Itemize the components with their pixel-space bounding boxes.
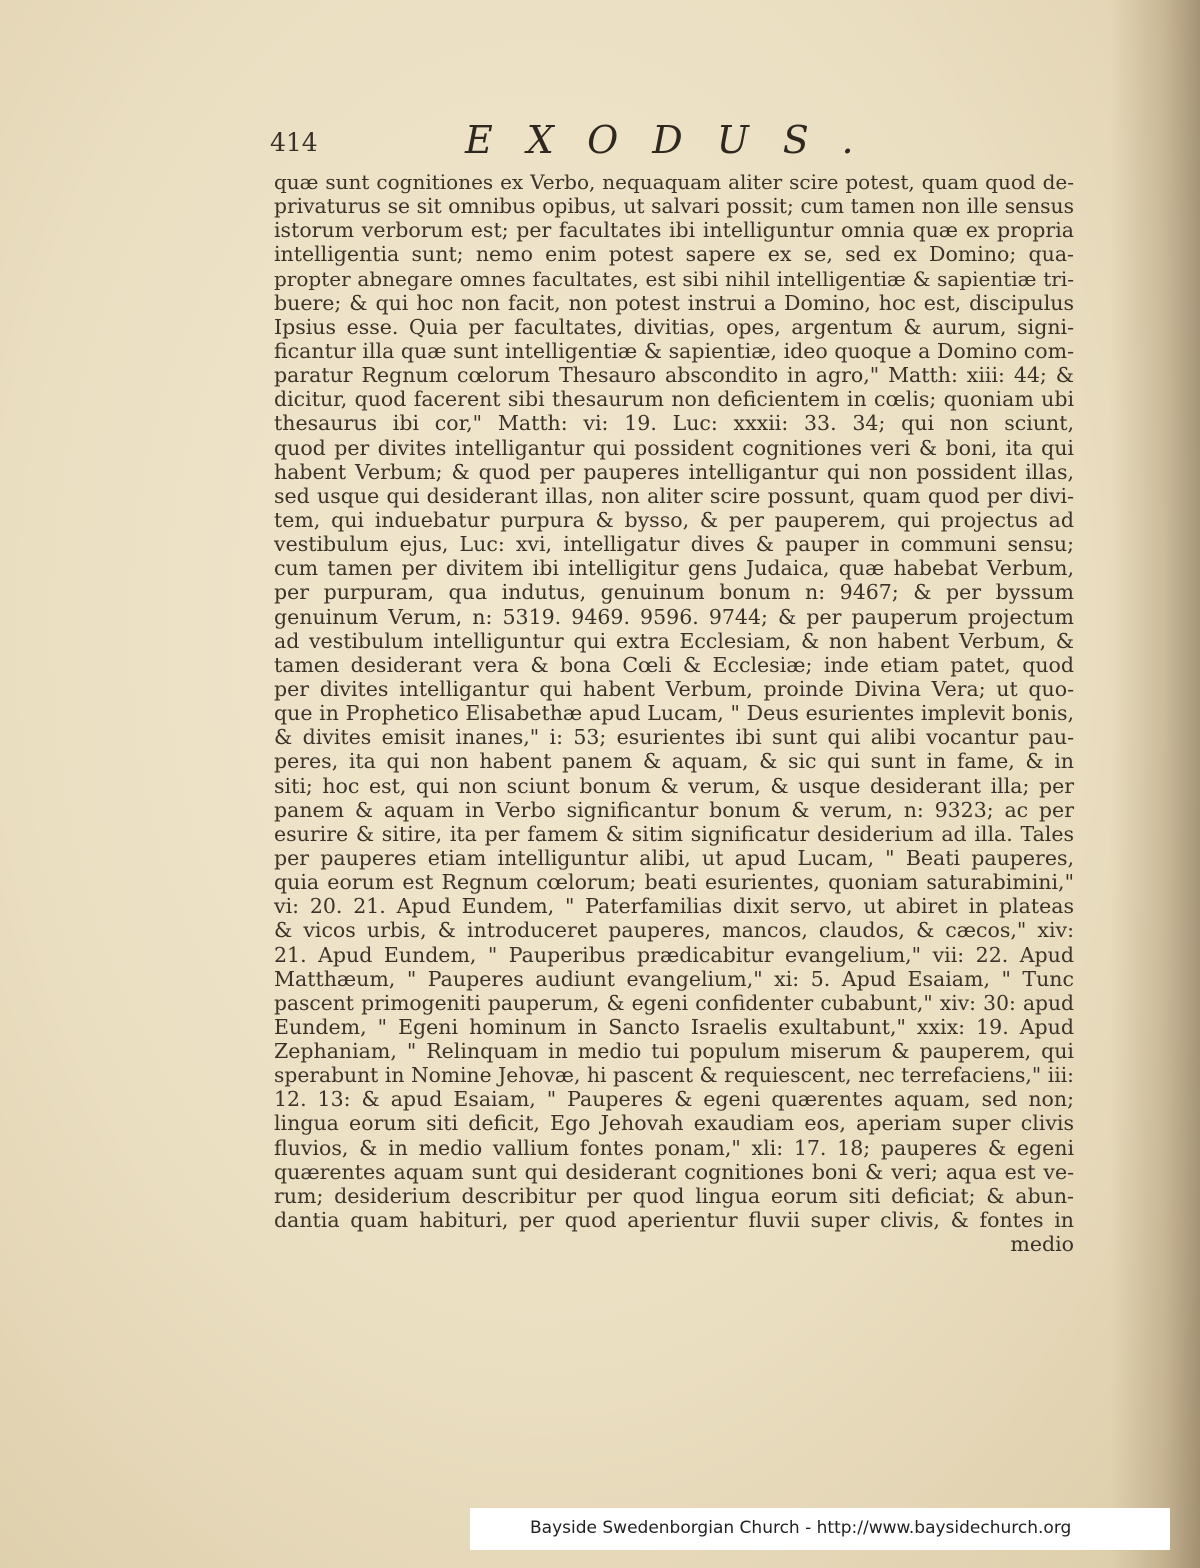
- text-line: esurire & sitire, ita per famem & sitim significatur desiderium ad illa. Tales: [274, 821, 1074, 846]
- text-line: Zephaniam, " Relinquam in medio tui populum miserum & pauperem, qui: [274, 1039, 1074, 1064]
- text-line: Ipsius esse. Quia per facultates, divitias, opes, argentum & aurum, signi-: [274, 314, 1074, 339]
- text-line: tem, qui induebatur purpura & bysso, & per pauperem, qui projectus ad: [274, 507, 1074, 532]
- text-line: sed usque qui desiderant illas, non aliter scire possunt, quam quod per divi-: [274, 483, 1074, 508]
- text-line: siti; hoc est, qui non sciunt bonum & verum, & usque desiderant illa; per: [274, 773, 1074, 798]
- spine-shadow: [1110, 0, 1200, 1568]
- catchword: medio: [1010, 1232, 1074, 1257]
- page-header: [270, 118, 1090, 162]
- text-line: panem & aquam in Verbo significantur bonum & verum, n: 9323; ac per: [274, 797, 1074, 822]
- text-line: buere; & qui hoc non facit, non potest instrui a Domino, hoc est, discipulus: [274, 290, 1074, 315]
- text-line: vestibulum ejus, Luc: xvi, intelligatur dives & pauper in communi sensu;: [274, 532, 1074, 557]
- text-line: genuinum Verum, n: 5319. 9469. 9596. 9744; & per pauperum projectum: [274, 604, 1074, 629]
- text-line: dantia quam habituri, per quod aperientur fluvii super clivis, & fontes in: [274, 1208, 1074, 1233]
- text-line: tamen desiderant vera & bona Cœli & Ecclesiæ; inde etiam patet, quod: [274, 652, 1074, 677]
- text-line: peres, ita qui non habent panem & aquam, & sic qui sunt in fame, & in: [274, 749, 1074, 774]
- text-line: quia eorum est Regnum cœlorum; beati esurientes, quoniam saturabimini,": [274, 870, 1074, 895]
- page-number: 414: [270, 128, 318, 157]
- text-line: quæ sunt cognitiones ex Verbo, nequaquam aliter scire potest, quam quod de-: [274, 170, 1074, 194]
- text-line: pascent primogeniti pauperum, & egeni confidenter cubabunt," xiv: 30: apud: [274, 990, 1074, 1015]
- text-line: per pauperes etiam intelliguntur alibi, ut apud Lucam, " Beati pauperes,: [274, 845, 1074, 870]
- watermark-footer: [470, 1508, 1170, 1550]
- text-line: Matthæum, " Pauperes audiunt evangelium," xi: 5. Apud Esaiam, " Tunc: [274, 966, 1074, 991]
- text-line: dicitur, quod facerent sibi thesaurum non deficientem in cœlis; quoniam ubi: [274, 387, 1074, 412]
- running-title: EXODUS.: [465, 118, 888, 162]
- text-line: sperabunt in Nomine Jehovæ, hi pascent & requiescent, nec terrefaciens," iii:: [274, 1063, 1074, 1088]
- text-line: ficantur illa quæ sunt intelligentiæ & sapientiæ, ideo quoque a Domino com-: [274, 338, 1074, 363]
- text-line: ad vestibulum intelliguntur qui extra Ecclesiam, & non habent Verbum, &: [274, 628, 1074, 653]
- text-line: intelligentia sunt; nemo enim potest sapere ex se, sed ex Domino; qua-: [274, 242, 1074, 267]
- text-line: per purpuram, qua indutus, genuinum bonum n: 9467; & per byssum: [274, 580, 1074, 605]
- text-line: paratur Regnum cœlorum Thesauro abscondito in agro," Matth: xiii: 44; &: [274, 363, 1074, 388]
- text-line: 12. 13: & apud Esaiam, " Pauperes & egeni quærentes aquam, sed non;: [274, 1087, 1074, 1112]
- text-line: vi: 20. 21. Apud Eundem, " Paterfamilias dixit servo, ut abiret in plateas: [274, 894, 1074, 919]
- text-line: thesaurus ibi cor," Matth: vi: 19. Luc: xxxii: 33. 34; qui non sciunt,: [274, 411, 1074, 436]
- text-line: fluvios, & in medio vallium fontes ponam," xli: 17. 18; pauperes & egeni: [274, 1135, 1074, 1160]
- body-text: [274, 170, 1074, 1256]
- footer-credit: Bayside Swedenborgian Church - http://www.baysidechurch.org: [530, 1518, 1072, 1538]
- text-line: lingua eorum siti deficit, Ego Jehovah exaudiam eos, aperiam super clivis: [274, 1111, 1074, 1136]
- text-line: quærentes aquam sunt qui desiderant cognitiones boni & veri; aqua est ve-: [274, 1159, 1074, 1184]
- text-line: propter abnegare omnes facultates, est sibi nihil intelligentiæ & sapientiæ tri-: [274, 266, 1074, 291]
- text-line: Eundem, " Egeni hominum in Sancto Israelis exultabunt," xxix: 19. Apud: [274, 1014, 1074, 1039]
- text-line: 21. Apud Eundem, " Pauperibus prædicabitur evangelium," vii: 22. Apud: [274, 942, 1074, 967]
- text-line: quod per divites intelligantur qui possident cognitiones veri & boni, ita qui: [274, 435, 1074, 460]
- text-line: que in Prophetico Elisabethæ apud Lucam, " Deus esurientes implevit bonis,: [274, 701, 1074, 726]
- text-line: istorum verborum est; per facultates ibi intelliguntur omnia quæ ex propria: [274, 218, 1074, 243]
- text-line: & divites emisit inanes," i: 53; esurientes ibi sunt qui alibi vocantur pau-: [274, 725, 1074, 750]
- text-line: habent Verbum; & quod per pauperes intelligantur qui non possident illas,: [274, 459, 1074, 484]
- text-line: cum tamen per divitem ibi intelligitur gens Judaica, quæ habebat Verbum,: [274, 556, 1074, 581]
- text-line: & vicos urbis, & introduceret pauperes, mancos, claudos, & cæcos," xiv:: [274, 918, 1074, 943]
- text-line: rum; desiderium describitur per quod lingua eorum siti deficiat; & abun-: [274, 1183, 1074, 1208]
- text-line: privaturus se sit omnibus opibus, ut salvari possit; cum tamen non ille sensus: [274, 194, 1074, 219]
- text-line: per divites intelligantur qui habent Verbum, proinde Divina Vera; ut quo-: [274, 676, 1074, 701]
